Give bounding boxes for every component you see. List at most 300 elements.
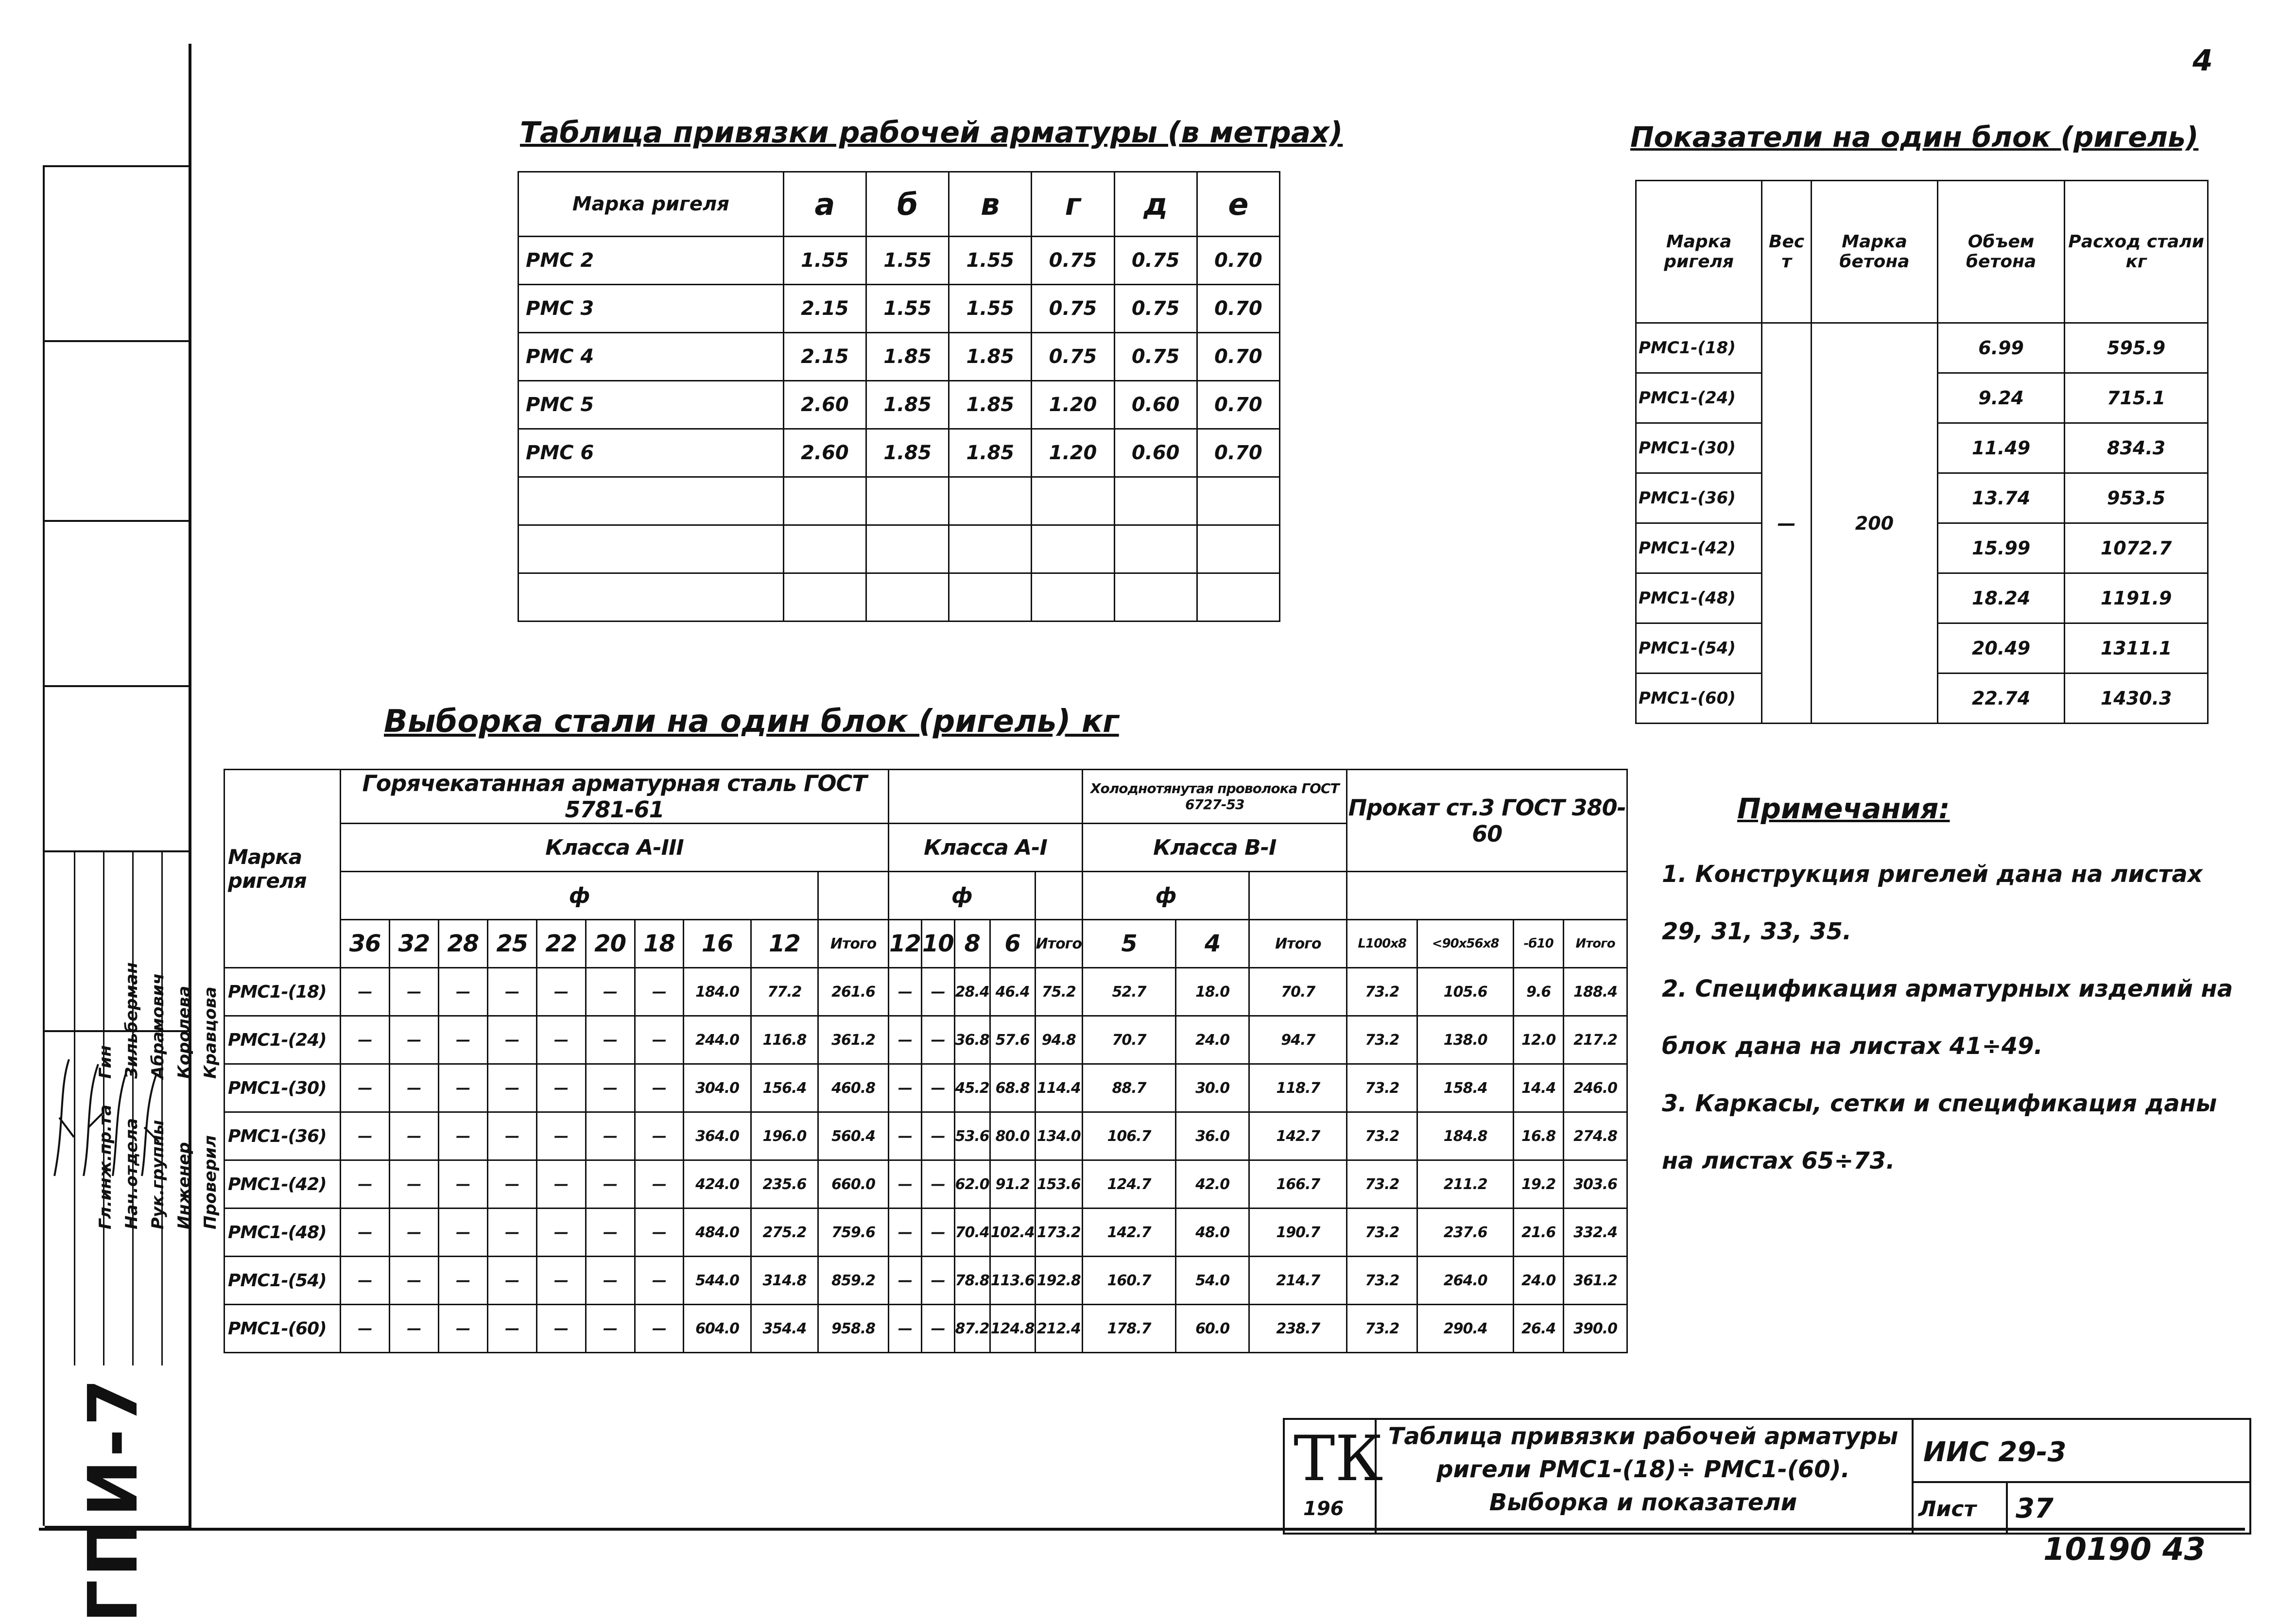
- table-cell: 68.8: [990, 1064, 1035, 1112]
- title-block: [1283, 1418, 2251, 1535]
- table-row-empty: [518, 573, 1280, 622]
- row-mark: РМС 4: [518, 333, 784, 381]
- table-cell: —: [921, 1160, 954, 1209]
- table-row: [224, 1305, 1627, 1353]
- table1-header-cell: а: [783, 172, 866, 237]
- table2-header-cell: Вес т: [1762, 181, 1812, 323]
- table-cell: 21.6: [1514, 1209, 1564, 1257]
- table-cell: 124.7: [1082, 1160, 1175, 1209]
- note-item: 2. Спецификация арматурных изделий на блок дана на листах 41÷49.: [1662, 975, 2233, 1060]
- table-cell: 261.6: [818, 968, 889, 1016]
- stamp-name: Кравцова: [201, 986, 220, 1079]
- volume-cell: 15.99: [1937, 523, 2064, 573]
- volume-cell: 9.24: [1937, 373, 2064, 423]
- table-row: [224, 1257, 1627, 1305]
- table-cell: —: [536, 1112, 586, 1160]
- table-cell: —: [635, 1257, 684, 1305]
- table-row: [518, 237, 1280, 285]
- table-cell: 1.55: [949, 285, 1032, 333]
- table-cell-empty: [949, 573, 1032, 622]
- table-cell: 211.2: [1417, 1160, 1514, 1209]
- table-cell: —: [389, 1305, 438, 1353]
- row-mark: РМС1-(42): [1636, 523, 1762, 573]
- table-cell: —: [438, 1160, 487, 1209]
- table-cell: 45.2: [954, 1064, 990, 1112]
- table-cell: 0.70: [1197, 429, 1279, 477]
- table-cell: —: [487, 1064, 536, 1112]
- table-cell: 91.2: [990, 1160, 1035, 1209]
- table-row: [518, 429, 1280, 477]
- col-header: Итого: [1564, 920, 1627, 968]
- table-cell: —: [635, 968, 684, 1016]
- row-mark: РМС1-(60): [1636, 673, 1762, 724]
- table-cell: 156.4: [751, 1064, 818, 1112]
- col-header: Итого: [1035, 920, 1082, 968]
- table-cell: 0.75: [1032, 333, 1114, 381]
- table-cell: 70.4: [954, 1209, 990, 1257]
- table-cell: —: [536, 1064, 586, 1112]
- table-cell: 332.4: [1564, 1209, 1627, 1257]
- table-cell: 354.4: [751, 1305, 818, 1353]
- row-mark: РМС 2: [518, 237, 784, 285]
- table3-phi: ф: [1082, 872, 1249, 920]
- table-cell: 304.0: [684, 1064, 751, 1112]
- table-cell: 53.6: [954, 1112, 990, 1160]
- table-cell: —: [921, 968, 954, 1016]
- row-mark: РМС1-(54): [224, 1257, 341, 1305]
- table-cell: 160.7: [1082, 1257, 1175, 1305]
- table-cell: —: [635, 1305, 684, 1353]
- table-cell: —: [536, 1257, 586, 1305]
- row-mark: РМС1-(24): [224, 1016, 341, 1064]
- table-cell: —: [487, 1160, 536, 1209]
- concrete-grade-cell: 200: [1812, 323, 1938, 724]
- row-mark: РМС1-(18): [224, 968, 341, 1016]
- table-cell: 57.6: [990, 1016, 1035, 1064]
- table-cell: —: [921, 1209, 954, 1257]
- table-cell-empty: [949, 477, 1032, 525]
- weight-cell: —: [1762, 323, 1812, 724]
- table-cell: —: [536, 968, 586, 1016]
- col-header: Итого: [818, 920, 889, 968]
- col-header: 4: [1176, 920, 1249, 968]
- table-cell: —: [921, 1112, 954, 1160]
- table-cell: 73.2: [1347, 1160, 1417, 1209]
- row-mark: РМС1-(48): [1636, 573, 1762, 623]
- table-cell: —: [635, 1209, 684, 1257]
- table-row: [224, 1064, 1627, 1112]
- table-cell: 9.6: [1514, 968, 1564, 1016]
- table-cell-empty: [1114, 525, 1197, 573]
- table3-title: Выборка стали на один блок (ригель) кг: [384, 704, 1119, 740]
- table-cell: —: [889, 1160, 922, 1209]
- title-line: Таблица привязки рабочей арматуры: [1388, 1423, 1899, 1450]
- table3-group-rolled: Прокат ст.3 ГОСТ 380-60: [1347, 770, 1627, 872]
- table-cell: 46.4: [990, 968, 1035, 1016]
- steel-cell: 834.3: [2065, 423, 2208, 473]
- table-cell: —: [889, 1064, 922, 1112]
- table-cell-empty: [1114, 573, 1197, 622]
- table-cell: 214.7: [1249, 1257, 1347, 1305]
- table-cell: 88.7: [1082, 1064, 1175, 1112]
- table-cell-empty: [1114, 477, 1197, 525]
- side-stamp: [43, 165, 220, 1623]
- table-cell: 113.6: [990, 1257, 1035, 1305]
- table3-group-cold: Холоднотянутая проволока ГОСТ 6727-53: [1082, 770, 1347, 824]
- title-block-description: [1380, 1420, 1907, 1533]
- table-cell: —: [635, 1064, 684, 1112]
- table-cell: 1.55: [866, 285, 949, 333]
- page-number: 4: [2192, 44, 2213, 78]
- table-cell: 70.7: [1082, 1016, 1175, 1064]
- table2: [1635, 180, 2209, 724]
- table-cell: 212.4: [1035, 1305, 1082, 1353]
- table-cell-empty: [783, 525, 866, 573]
- table-cell: 1.20: [1032, 381, 1114, 429]
- table-cell: —: [341, 1064, 390, 1112]
- col-header: Итого: [1249, 920, 1347, 968]
- table-row-empty: [518, 477, 1280, 525]
- table-cell: 52.7: [1082, 968, 1175, 1016]
- table-cell: —: [341, 1160, 390, 1209]
- table-cell: 2.60: [783, 381, 866, 429]
- table1-title: Таблица привязки рабочей арматуры (в метрах): [520, 116, 1343, 150]
- table-cell: —: [889, 1112, 922, 1160]
- table-cell: 36.8: [954, 1016, 990, 1064]
- table-cell: 0.75: [1114, 333, 1197, 381]
- table-cell: 364.0: [684, 1112, 751, 1160]
- table-cell: —: [586, 1112, 635, 1160]
- signatures-image: [45, 1030, 190, 1205]
- table-cell: 0.70: [1197, 381, 1279, 429]
- table3-phi: ф: [889, 872, 1036, 920]
- table-cell: —: [921, 1257, 954, 1305]
- table-cell: 75.2: [1035, 968, 1082, 1016]
- volume-cell: 18.24: [1937, 573, 2064, 623]
- table-cell: —: [536, 1160, 586, 1209]
- row-mark: РМС1-(60): [224, 1305, 341, 1353]
- table-cell: —: [586, 1160, 635, 1209]
- col-header: 16: [684, 920, 751, 968]
- table-cell: 73.2: [1347, 1016, 1417, 1064]
- table-cell: 118.7: [1249, 1064, 1347, 1112]
- table-cell: 238.7: [1249, 1305, 1347, 1353]
- table-cell: 1.55: [783, 237, 866, 285]
- table1-header-cell: г: [1032, 172, 1114, 237]
- table-cell: 77.2: [751, 968, 818, 1016]
- col-header: 8: [954, 920, 990, 968]
- table-cell: —: [389, 1209, 438, 1257]
- table-cell: 28.4: [954, 968, 990, 1016]
- table-row: [224, 1209, 1627, 1257]
- table-cell: 0.75: [1032, 237, 1114, 285]
- table-cell: 0.60: [1114, 429, 1197, 477]
- table1-header-cell: е: [1197, 172, 1279, 237]
- table-cell: 48.0: [1176, 1209, 1249, 1257]
- table-cell: —: [921, 1305, 954, 1353]
- stamp-name: Абрамович: [148, 973, 168, 1079]
- table-cell: —: [635, 1160, 684, 1209]
- table1: [518, 171, 1280, 622]
- table-cell: 24.0: [1514, 1257, 1564, 1305]
- table-cell: 303.6: [1564, 1160, 1627, 1209]
- table2-header-cell: Марка ригеля: [1636, 181, 1762, 323]
- table-cell: 105.6: [1417, 968, 1514, 1016]
- table-cell-empty: [866, 525, 949, 573]
- note-item: 3. Каркасы, сетки и спецификация даны на листах 65÷73.: [1662, 1090, 2217, 1174]
- table-cell: —: [389, 1064, 438, 1112]
- table-cell: 0.60: [1114, 381, 1197, 429]
- table-row: [224, 968, 1627, 1016]
- table1-header-cell: б: [866, 172, 949, 237]
- steel-cell: 953.5: [2065, 473, 2208, 523]
- table-cell: 1.55: [949, 237, 1032, 285]
- sheet-label: Лист: [1918, 1497, 1976, 1521]
- table-cell: 166.7: [1249, 1160, 1347, 1209]
- table-cell: —: [921, 1016, 954, 1064]
- logo-number: 196: [1303, 1498, 1344, 1520]
- table-cell: —: [536, 1209, 586, 1257]
- table-row: [518, 381, 1280, 429]
- table-cell: 73.2: [1347, 1112, 1417, 1160]
- stamp-role: Нач.отдела: [122, 1118, 141, 1229]
- table-cell: 1.85: [949, 381, 1032, 429]
- col-header: 25: [487, 920, 536, 968]
- table3-group-hot: Горячекатанная арматурная сталь ГОСТ 5781-61: [341, 770, 889, 824]
- table-cell: 18.0: [1176, 968, 1249, 1016]
- table-cell: 54.0: [1176, 1257, 1249, 1305]
- table-row: [518, 285, 1280, 333]
- table-cell: 26.4: [1514, 1305, 1564, 1353]
- table-cell: 0.75: [1114, 237, 1197, 285]
- table-cell: 484.0: [684, 1209, 751, 1257]
- table-cell: 184.8: [1417, 1112, 1514, 1160]
- table-cell: —: [438, 1209, 487, 1257]
- table-cell: 424.0: [684, 1160, 751, 1209]
- table-cell: 87.2: [954, 1305, 990, 1353]
- table-cell: 2.15: [783, 285, 866, 333]
- table-cell: 1.55: [866, 237, 949, 285]
- table-cell: 73.2: [1347, 1209, 1417, 1257]
- table2-header-cell: Марка бетона: [1812, 181, 1938, 323]
- table-cell: —: [635, 1016, 684, 1064]
- title-line: ригели РМС1-(18)÷ РМС1-(60).: [1436, 1456, 1850, 1483]
- table-cell: 178.7: [1082, 1305, 1175, 1353]
- table-cell: 16.8: [1514, 1112, 1564, 1160]
- table-cell: 116.8: [751, 1016, 818, 1064]
- table-cell: 94.7: [1249, 1016, 1347, 1064]
- table-cell-empty: [518, 477, 784, 525]
- row-mark: РМС 3: [518, 285, 784, 333]
- table-cell: —: [487, 968, 536, 1016]
- table-cell-empty: [1197, 477, 1279, 525]
- table2-title: Показатели на один блок (ригель): [1630, 121, 2199, 154]
- table-cell: —: [341, 1016, 390, 1064]
- table-row: [224, 1016, 1627, 1064]
- table3-header-mark: Марка ригеля: [224, 770, 341, 968]
- table-cell-empty: [1032, 525, 1114, 573]
- table-cell: 560.4: [818, 1112, 889, 1160]
- row-mark: РМС1-(54): [1636, 623, 1762, 673]
- table-cell: 36.0: [1176, 1112, 1249, 1160]
- table2-header-cell: Объем бетона: [1937, 181, 2064, 323]
- table-cell: 237.6: [1417, 1209, 1514, 1257]
- notes-title: Примечания:: [1737, 792, 1950, 825]
- table-cell: 264.0: [1417, 1257, 1514, 1305]
- table-cell: —: [438, 1064, 487, 1112]
- table-cell-empty: [1032, 477, 1114, 525]
- table-cell: 134.0: [1035, 1112, 1082, 1160]
- table-cell: 274.8: [1564, 1112, 1627, 1160]
- table-cell: 1.85: [866, 333, 949, 381]
- volume-cell: 13.74: [1937, 473, 2064, 523]
- table-cell: 1.85: [949, 333, 1032, 381]
- table-cell: 188.4: [1564, 968, 1627, 1016]
- table-row: [1636, 323, 2208, 373]
- table-cell: 0.70: [1197, 333, 1279, 381]
- table-cell: —: [341, 968, 390, 1016]
- table-cell: 19.2: [1514, 1160, 1564, 1209]
- table-cell: 0.70: [1197, 285, 1279, 333]
- table-cell: 460.8: [818, 1064, 889, 1112]
- table-cell: 246.0: [1564, 1064, 1627, 1112]
- row-mark: РМС1-(42): [224, 1160, 341, 1209]
- table-cell: —: [586, 968, 635, 1016]
- stamp-name: Зильберман: [122, 962, 141, 1079]
- table1-header-mark: Марка ригеля: [518, 172, 784, 237]
- row-mark: РМС 5: [518, 381, 784, 429]
- table-cell: —: [438, 968, 487, 1016]
- stamp-role: Гл.инж.пр.та: [96, 1105, 115, 1229]
- table-cell: 1.20: [1032, 429, 1114, 477]
- table-cell: —: [921, 1064, 954, 1112]
- steel-cell: 1311.1: [2065, 623, 2208, 673]
- table-cell: —: [438, 1016, 487, 1064]
- table-cell: 42.0: [1176, 1160, 1249, 1209]
- col-header: -б10: [1514, 920, 1564, 968]
- row-mark: РМС1-(18): [1636, 323, 1762, 373]
- table-cell: 78.8: [954, 1257, 990, 1305]
- table-cell: —: [438, 1305, 487, 1353]
- table-cell: —: [341, 1209, 390, 1257]
- steel-cell: 595.9: [2065, 323, 2208, 373]
- table-cell: 290.4: [1417, 1305, 1514, 1353]
- col-header: 18: [635, 920, 684, 968]
- note-item: 1. Конструкция ригелей дана на листах 29, 31, 33, 35.: [1662, 861, 2203, 945]
- table-cell-empty: [949, 525, 1032, 573]
- col-header: 28: [438, 920, 487, 968]
- table-cell: —: [635, 1112, 684, 1160]
- table-cell-empty: [1197, 525, 1279, 573]
- table-cell-empty: [518, 573, 784, 622]
- table-cell: 142.7: [1082, 1209, 1175, 1257]
- table-cell: —: [487, 1257, 536, 1305]
- table-cell: 314.8: [751, 1257, 818, 1305]
- table-cell: 859.2: [818, 1257, 889, 1305]
- table-cell: 196.0: [751, 1112, 818, 1160]
- table-cell: 1.85: [866, 429, 949, 477]
- table-cell: —: [889, 1209, 922, 1257]
- table-cell-empty: [866, 573, 949, 622]
- table-cell: —: [341, 1257, 390, 1305]
- table-row: [518, 333, 1280, 381]
- row-mark: РМС1-(30): [1636, 423, 1762, 473]
- table-cell: 94.8: [1035, 1016, 1082, 1064]
- table-cell: —: [487, 1112, 536, 1160]
- table-cell: —: [889, 968, 922, 1016]
- table-cell: —: [586, 1064, 635, 1112]
- table-cell: —: [341, 1112, 390, 1160]
- table3-class-b1: Класса В-I: [1082, 824, 1347, 872]
- table3-class-a3: Класса А-III: [341, 824, 889, 872]
- table-cell: 660.0: [818, 1160, 889, 1209]
- table2-header-cell: Расход стали кг: [2065, 181, 2208, 323]
- table-cell: 604.0: [684, 1305, 751, 1353]
- table3: [224, 769, 1628, 1353]
- col-header: 32: [389, 920, 438, 968]
- steel-cell: 1072.7: [2065, 523, 2208, 573]
- series-code: ИИС 29-3: [1923, 1436, 2067, 1468]
- table-cell: 759.6: [818, 1209, 889, 1257]
- col-header: 6: [990, 920, 1035, 968]
- col-header: 5: [1082, 920, 1175, 968]
- table-cell: 2.15: [783, 333, 866, 381]
- table-row-empty: [518, 525, 1280, 573]
- stamp-role: Проверил: [201, 1135, 220, 1229]
- title-block-logo: [1285, 1420, 1383, 1533]
- table-cell: 190.7: [1249, 1209, 1347, 1257]
- table-cell: 1.85: [949, 429, 1032, 477]
- steel-cell: 1430.3: [2065, 673, 2208, 724]
- table-cell: 192.8: [1035, 1257, 1082, 1305]
- table-cell: —: [389, 1160, 438, 1209]
- table-cell: 124.8: [990, 1305, 1035, 1353]
- table-cell: —: [487, 1305, 536, 1353]
- table-cell: 958.8: [818, 1305, 889, 1353]
- table-cell: 390.0: [1564, 1305, 1627, 1353]
- row-mark: РМС 6: [518, 429, 784, 477]
- table3-phi: ф: [341, 872, 818, 920]
- stamp-name: Гин: [96, 1045, 115, 1079]
- table-cell: 102.4: [990, 1209, 1035, 1257]
- col-header: 10: [921, 920, 954, 968]
- table-cell: 0.75: [1032, 285, 1114, 333]
- table-cell: —: [389, 1016, 438, 1064]
- table-cell: 62.0: [954, 1160, 990, 1209]
- table-cell: 73.2: [1347, 1257, 1417, 1305]
- table-cell: 12.0: [1514, 1016, 1564, 1064]
- row-mark: РМС1-(36): [224, 1112, 341, 1160]
- col-header: <90x56x8: [1417, 920, 1514, 968]
- table1-header-cell: д: [1114, 172, 1197, 237]
- table-cell: 138.0: [1417, 1016, 1514, 1064]
- table-cell: 0.70: [1197, 237, 1279, 285]
- volume-cell: 6.99: [1937, 323, 2064, 373]
- table-cell: 184.0: [684, 968, 751, 1016]
- stamp-name: Королева: [174, 985, 194, 1079]
- table-cell: —: [889, 1305, 922, 1353]
- table-cell: —: [586, 1209, 635, 1257]
- table-cell: —: [341, 1305, 390, 1353]
- table-cell: —: [389, 1112, 438, 1160]
- table-cell: 73.2: [1347, 1305, 1417, 1353]
- col-header: 12: [889, 920, 922, 968]
- col-header: 36: [341, 920, 390, 968]
- table-cell: 114.4: [1035, 1064, 1082, 1112]
- table-cell: —: [438, 1112, 487, 1160]
- row-mark: РМС1-(24): [1636, 373, 1762, 423]
- volume-cell: 20.49: [1937, 623, 2064, 673]
